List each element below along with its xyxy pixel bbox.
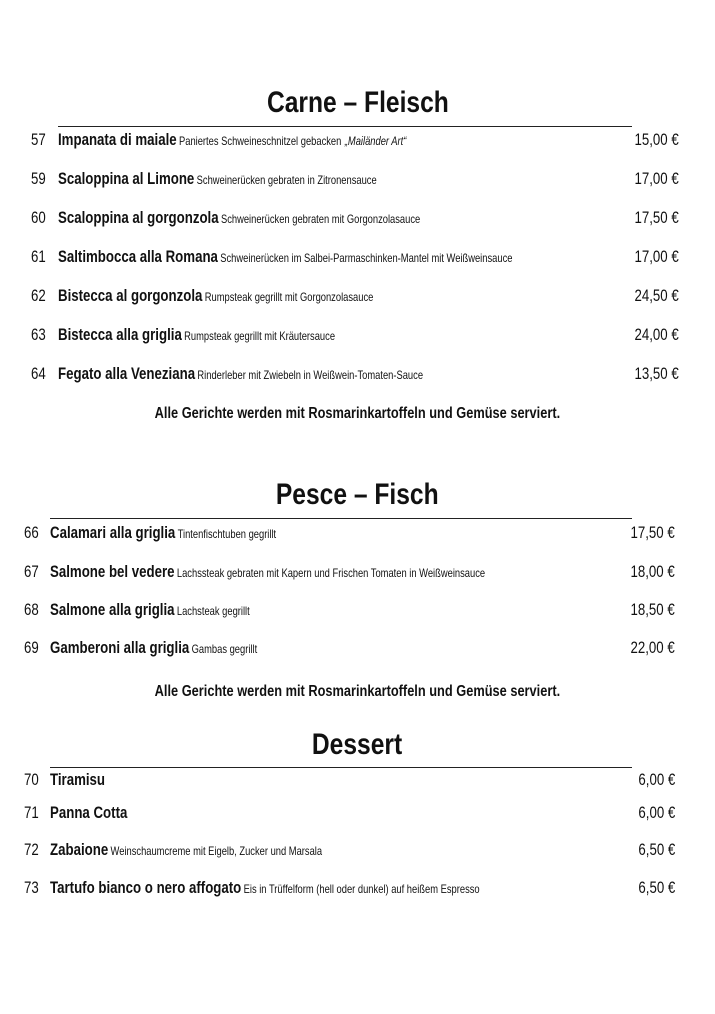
menu-item — [0, 364, 715, 388]
item-name: Zabaione — [50, 840, 109, 859]
item-name: Scaloppina al Limone — [58, 169, 195, 188]
menu-item — [0, 208, 715, 232]
item-number: 66 — [24, 523, 39, 542]
item-description: Lachssteak gebraten mit Kapern und Frischen Tomaten in Weißweinsauce — [176, 566, 486, 580]
item-number: 60 — [31, 208, 46, 227]
menu-item — [0, 169, 715, 193]
item-price: 17,00 € — [634, 169, 679, 188]
item-number: 62 — [31, 286, 46, 305]
item-name: Tiramisu — [50, 770, 106, 789]
item-price: 15,00 € — [634, 130, 679, 149]
item-description: Rumpsteak gegrillt mit Kräutersauce — [184, 329, 336, 343]
item-name: Saltimbocca alla Romana — [58, 247, 218, 266]
item-description: Weinschaumcreme mit Eigelb, Zucker und Marsala — [110, 844, 323, 858]
item-number: 63 — [31, 325, 46, 344]
item-name: Bistecca al gorgonzola — [58, 286, 203, 305]
item-description: Lachsteak gegrillt — [176, 604, 250, 618]
item-name: Panna Cotta — [50, 803, 128, 822]
menu-item — [0, 325, 715, 349]
item-name: Calamari alla griglia — [50, 523, 176, 542]
section-note: Alle Gerichte werden mit Rosmarinkartoffeln und Gemüse serviert. — [154, 405, 561, 422]
item-number: 61 — [31, 247, 46, 266]
menu-item — [0, 130, 715, 154]
item-number: 73 — [24, 878, 39, 897]
item-name: Bistecca alla griglia — [58, 325, 182, 344]
menu-item — [0, 247, 715, 271]
menu-item — [0, 840, 715, 864]
item-description: Rinderleber mit Zwiebeln in Weißwein-Tomaten-Sauce — [197, 368, 424, 382]
item-description: Eis in Trüffelform (hell oder dunkel) auf heißem Espresso — [243, 882, 480, 896]
item-number: 69 — [24, 638, 39, 657]
item-name: Salmone alla griglia — [50, 600, 175, 619]
item-description: Schweinerücken gebraten mit Gorgonzolasauce — [220, 212, 421, 226]
item-price: 24,00 € — [634, 325, 679, 344]
item-description: Gambas gegrillt — [191, 642, 258, 656]
item-number: 68 — [24, 600, 39, 619]
menu-item — [0, 770, 715, 794]
item-name: Gamberoni alla griglia — [50, 638, 190, 657]
menu-item — [0, 600, 715, 624]
item-description: Schweinerücken im Salbei-Parmaschinken-Mantel mit Weißweinsauce — [220, 251, 513, 265]
item-description-italic: „Mailänder Art“ — [344, 134, 407, 148]
item-price: 17,00 € — [634, 247, 679, 266]
menu-item — [0, 523, 715, 547]
item-number: 67 — [24, 562, 39, 581]
item-number: 64 — [31, 364, 46, 383]
item-name: Scaloppina al gorgonzola — [58, 208, 219, 227]
section-title-pesce: Pesce – Fisch — [276, 478, 439, 511]
item-description: Paniertes Schweineschnitzel gebacken — [178, 134, 342, 148]
item-price: 18,00 € — [630, 562, 675, 581]
menu-item — [0, 638, 715, 662]
item-name: Salmone bel vedere — [50, 562, 175, 581]
item-price: 17,50 € — [630, 523, 675, 542]
item-price: 22,00 € — [630, 638, 675, 657]
section-title-carne: Carne – Fleisch — [266, 86, 449, 119]
menu-item — [0, 803, 715, 827]
section-rule-carne — [58, 126, 632, 127]
item-description: Rumpsteak gegrillt mit Gorgonzolasauce — [204, 290, 374, 304]
item-price: 6,50 € — [638, 878, 675, 897]
menu-item — [0, 286, 715, 310]
item-price: 13,50 € — [634, 364, 679, 383]
menu-item — [0, 562, 715, 586]
item-price: 18,50 € — [630, 600, 675, 619]
item-number: 57 — [31, 130, 46, 149]
item-number: 71 — [24, 803, 39, 822]
section-note: Alle Gerichte werden mit Rosmarinkartoffeln und Gemüse serviert. — [154, 683, 561, 700]
item-description: Schweinerücken gebraten in Zitronensauce — [196, 173, 377, 187]
section-rule-dessert — [50, 767, 632, 768]
item-number: 59 — [31, 169, 46, 188]
item-description: Tintenfischtuben gegrillt — [177, 527, 277, 541]
item-price: 17,50 € — [634, 208, 679, 227]
section-title-dessert: Dessert — [312, 728, 403, 761]
section-rule-pesce — [50, 518, 632, 519]
item-price: 6,50 € — [638, 840, 675, 859]
item-price: 6,00 € — [638, 770, 675, 789]
item-number: 72 — [24, 840, 39, 859]
menu-item — [0, 878, 715, 902]
item-number: 70 — [24, 770, 39, 789]
item-price: 6,00 € — [638, 803, 675, 822]
item-name: Impanata di maiale — [58, 130, 177, 149]
item-price: 24,50 € — [634, 286, 679, 305]
item-name: Tartufo bianco o nero affogato — [50, 878, 242, 897]
item-name: Fegato alla Veneziana — [58, 364, 196, 383]
